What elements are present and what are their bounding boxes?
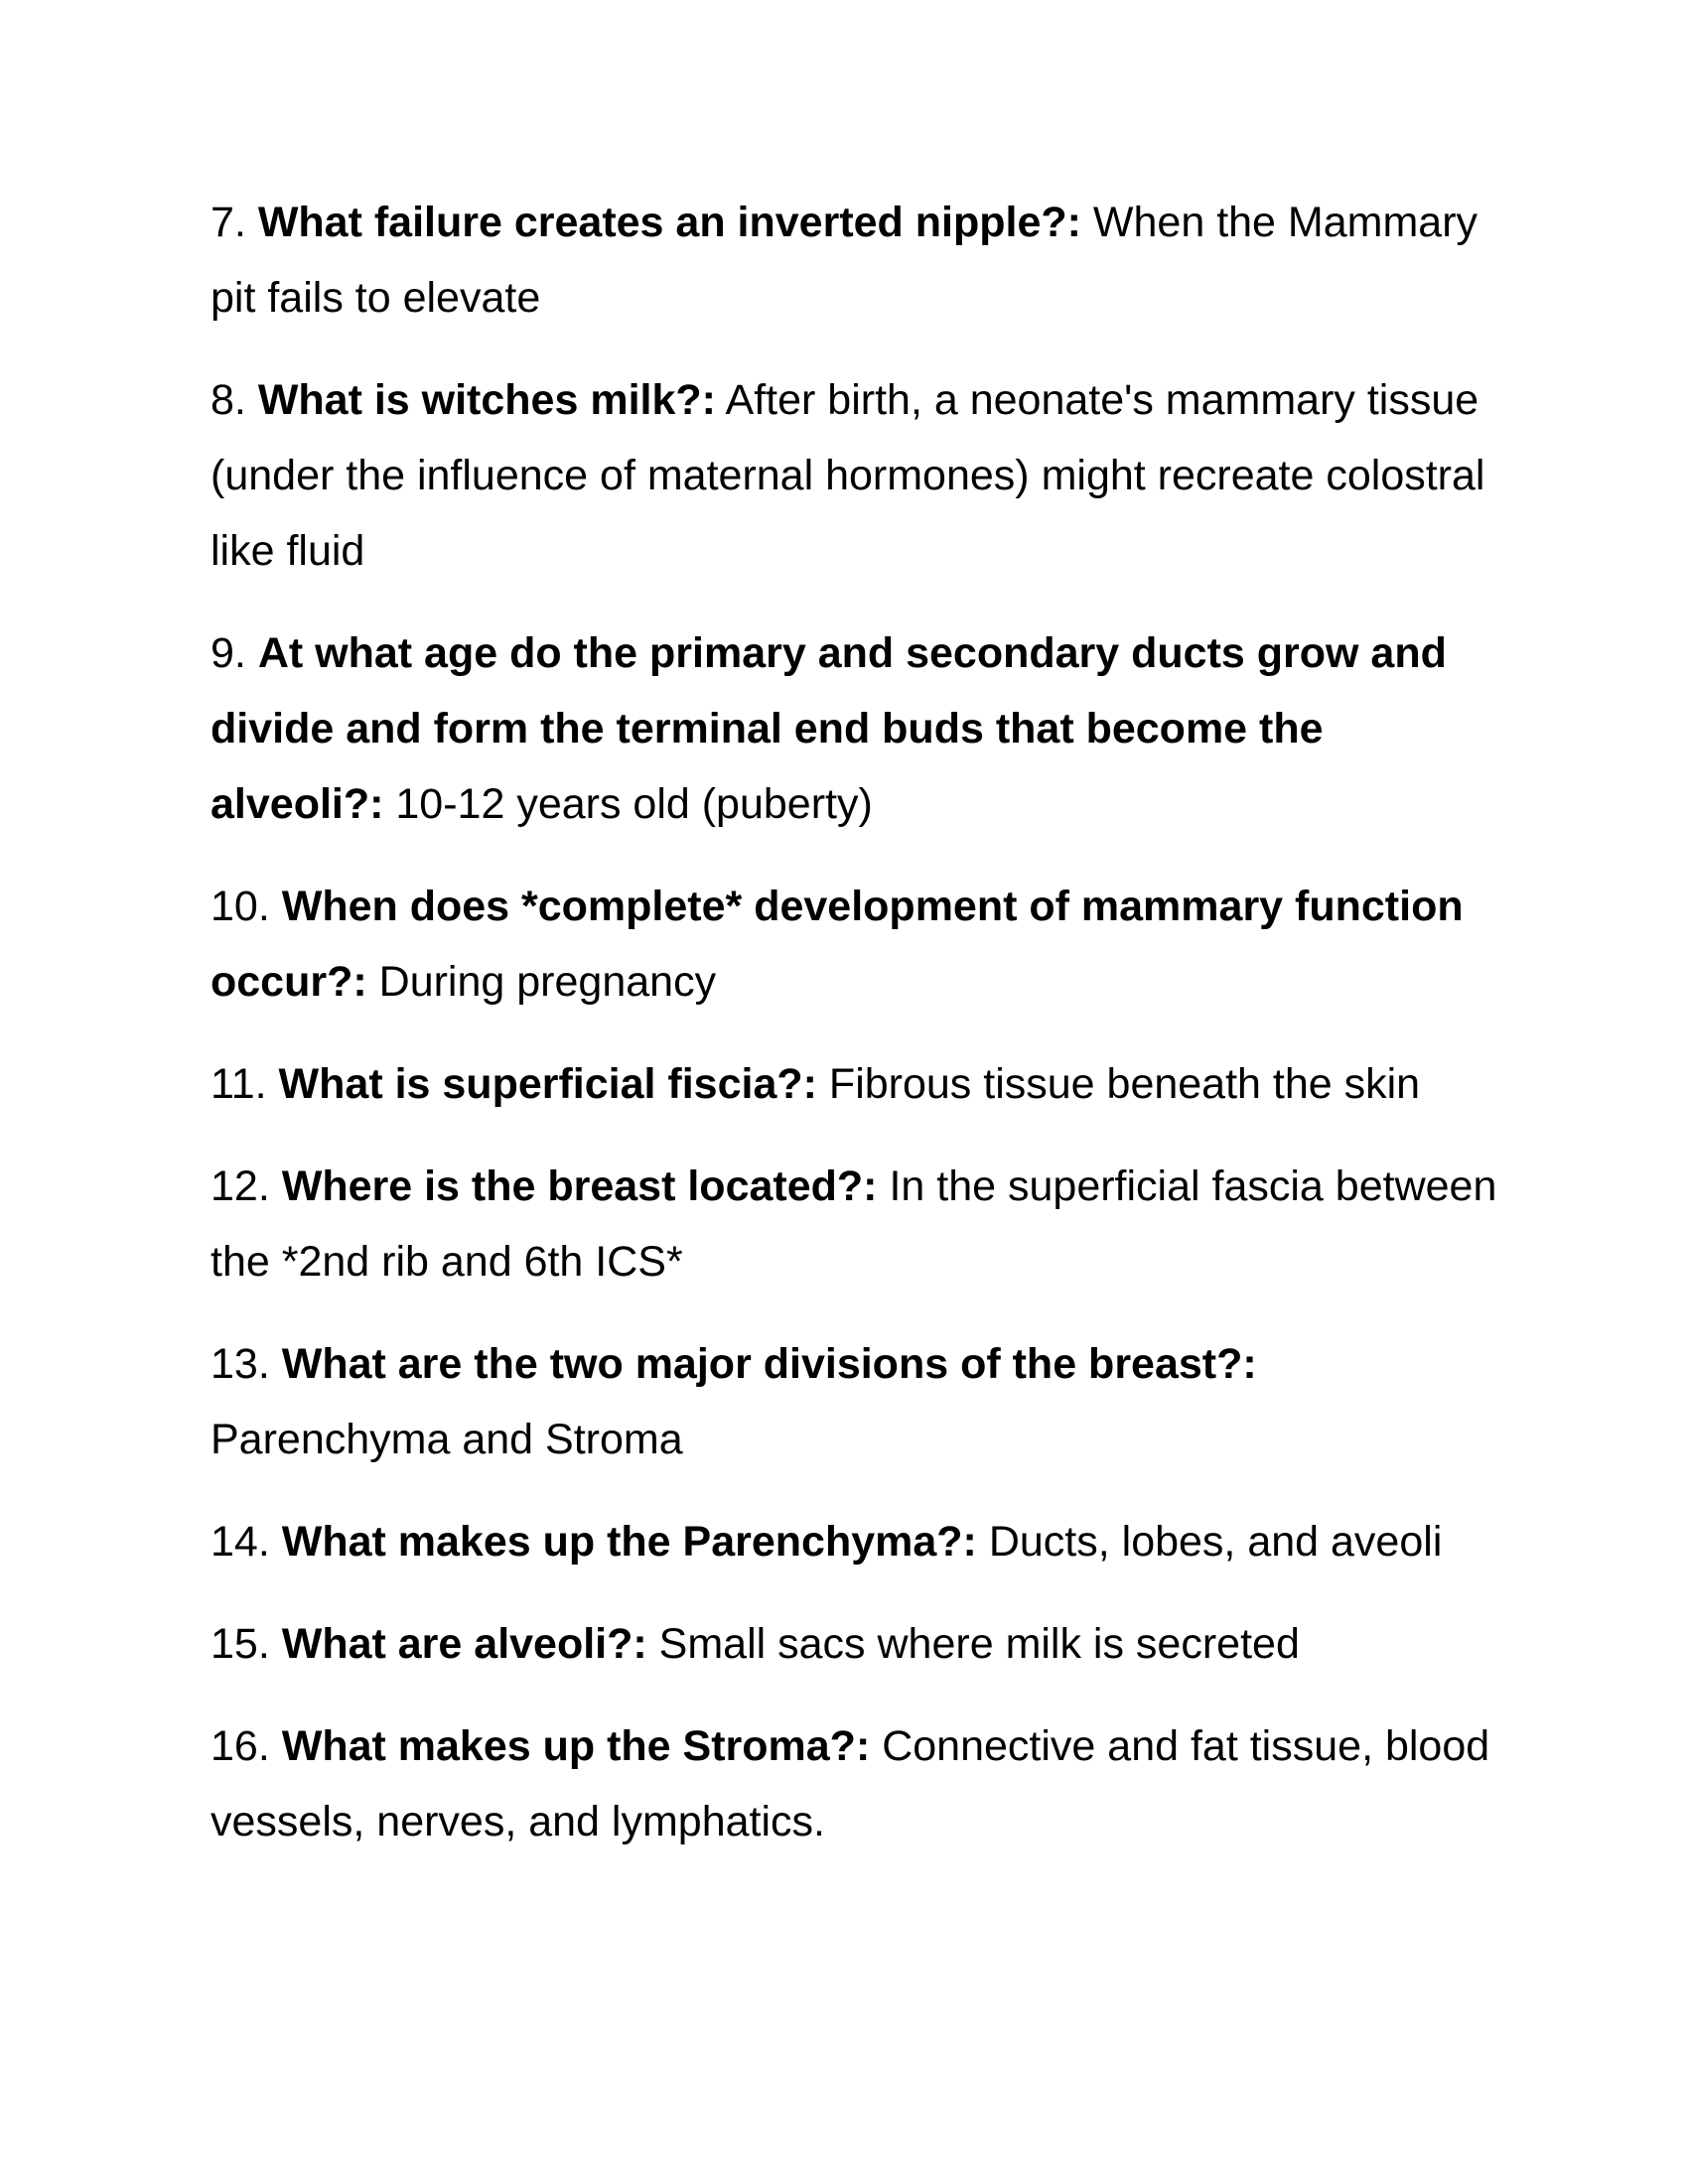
qa-item-15 xyxy=(211,1606,1501,1682)
qa-item-12 xyxy=(211,1149,1501,1299)
question-text: What failure creates an inverted nipple?: xyxy=(257,199,1081,246)
answer-text: Parenchyma and Stroma xyxy=(211,1416,683,1463)
question-text: What are alveoli?: xyxy=(281,1620,647,1668)
qa-item-11 xyxy=(211,1046,1501,1122)
question-text: What makes up the Parenchyma?: xyxy=(281,1518,977,1566)
qa-item-16 xyxy=(211,1708,1501,1859)
item-number: 13. xyxy=(211,1340,270,1388)
item-number: 11. xyxy=(211,1060,267,1108)
answer-text: In the superficial fascia between the *2nd rib and 6th ICS* xyxy=(211,1162,1497,1286)
answer-text: Ducts, lobes, and aveoli xyxy=(988,1518,1443,1566)
item-number: 14. xyxy=(211,1518,270,1566)
answer-text: During pregnancy xyxy=(378,958,717,1006)
answer-text: Connective and fat tissue, blood vessels, nerves, and lymphatics. xyxy=(211,1722,1490,1845)
question-text: What is superficial fiscia?: xyxy=(278,1060,817,1108)
question-text: What makes up the Stroma?: xyxy=(281,1722,871,1770)
qa-item-13 xyxy=(211,1326,1501,1477)
qa-item-10 xyxy=(211,869,1501,1020)
answer-text: Small sacs where milk is secreted xyxy=(658,1620,1300,1668)
answer-text: Fibrous tissue beneath the skin xyxy=(828,1060,1421,1108)
question-text: What are the two major divisions of the breast?: xyxy=(281,1340,1257,1388)
item-number: 7. xyxy=(211,199,246,246)
qa-item-7 xyxy=(211,185,1501,336)
item-number: 15. xyxy=(211,1620,270,1668)
qa-item-8 xyxy=(211,362,1501,589)
question-text: At what age do the primary and secondary ducts grow and divide and form the terminal end buds that become the alveoli?: xyxy=(211,629,1447,828)
question-text: Where is the breast located?: xyxy=(281,1162,878,1210)
item-number: 8. xyxy=(211,376,246,424)
answer-text: 10-12 years old (puberty) xyxy=(395,780,873,828)
item-number: 12. xyxy=(211,1162,270,1210)
item-number: 9. xyxy=(211,629,246,677)
question-text: When does *complete* development of mammary function occur?: xyxy=(211,883,1464,1006)
item-number: 16. xyxy=(211,1722,270,1770)
answer-text: When the Mammary pit fails to elevate xyxy=(211,199,1478,322)
question-text: What is witches milk?: xyxy=(257,376,716,424)
answer-text: After birth, a neonate's mammary tissue (under the influence of maternal hormones) might recreate colostral like fluid xyxy=(211,376,1485,575)
qa-item-9 xyxy=(211,615,1501,842)
document-page xyxy=(211,185,1501,1886)
item-number: 10. xyxy=(211,883,270,930)
qa-item-14 xyxy=(211,1504,1501,1579)
